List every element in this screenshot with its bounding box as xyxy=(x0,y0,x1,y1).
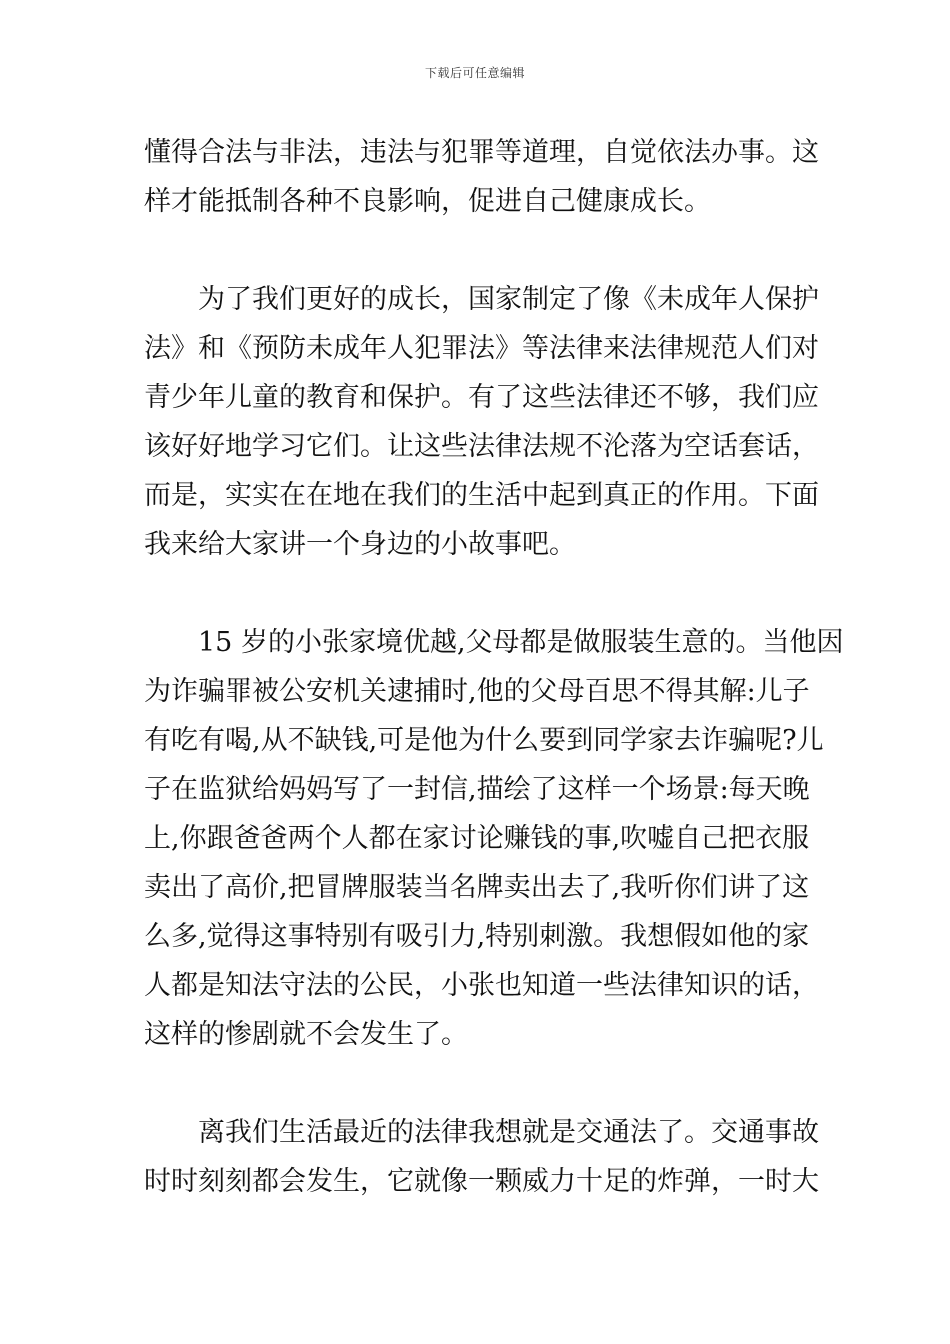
text-line: 而是，实实在在地在我们的生活中起到真正的作用。下面 xyxy=(144,480,819,511)
text-line: 么多,觉得这事特别有吸引力,特别刺激。我想假如他的家 xyxy=(144,921,810,952)
text-line: 这样的惨剧就不会发生了。 xyxy=(144,1019,468,1050)
text-line: 为诈骗罪被公安机关逮捕时,他的父母百思不得其解:儿子 xyxy=(144,676,810,707)
text-line: 有吃有喝,从不缺钱,可是他为什么要到同学家去诈骗呢?儿 xyxy=(144,725,824,756)
text-line: 法》和《预防未成年人犯罪法》等法律来法律规范人们对 xyxy=(144,333,819,364)
text-line: 子在监狱给妈妈写了一封信,描绘了这样一个场景:每天晚 xyxy=(144,774,810,805)
text-line: 该好好地学习它们。让这些法律法规不沦落为空话套话， xyxy=(144,431,819,462)
text-line: 我来给大家讲一个身边的小故事吧。 xyxy=(144,529,576,560)
paragraph xyxy=(144,128,819,226)
text-line: 卖出了高价,把冒牌服装当名牌卖出去了,我听你们讲了这 xyxy=(144,872,810,903)
page-header: 下载后可任意编辑 xyxy=(424,66,525,80)
paragraph xyxy=(144,275,819,569)
paragraph-spacer xyxy=(144,226,808,275)
text-line: 时时刻刻都会发生，它就像一颗威力十足的炸弹，一时大 xyxy=(144,1166,819,1197)
text-line: 样才能抵制各种不良影响，促进自己健康成长。 xyxy=(144,186,711,217)
text-line: 青少年儿童的教育和保护。有了这些法律还不够，我们应 xyxy=(144,382,819,413)
document-body xyxy=(144,128,844,1206)
paragraph xyxy=(144,618,844,1059)
text-line: 人都是知法守法的公民，小张也知道一些法律知识的话， xyxy=(144,970,819,1001)
text-line: 离我们生活最近的法律我想就是交通法了。交通事故 xyxy=(144,1117,819,1148)
paragraph-spacer xyxy=(144,569,808,618)
paragraph-spacer xyxy=(144,1059,808,1108)
text-line: 15 岁的小张家境优越,父母都是做服装生意的。当他因 xyxy=(144,627,844,658)
text-line: 上,你跟爸爸两个人都在家讨论赚钱的事,吹嘘自己把衣服 xyxy=(144,823,810,854)
text-line: 懂得合法与非法，违法与犯罪等道理，自觉依法办事。这 xyxy=(144,137,819,168)
paragraph xyxy=(144,1108,819,1206)
text-line: 为了我们更好的成长，国家制定了像《未成年人保护 xyxy=(144,284,819,315)
